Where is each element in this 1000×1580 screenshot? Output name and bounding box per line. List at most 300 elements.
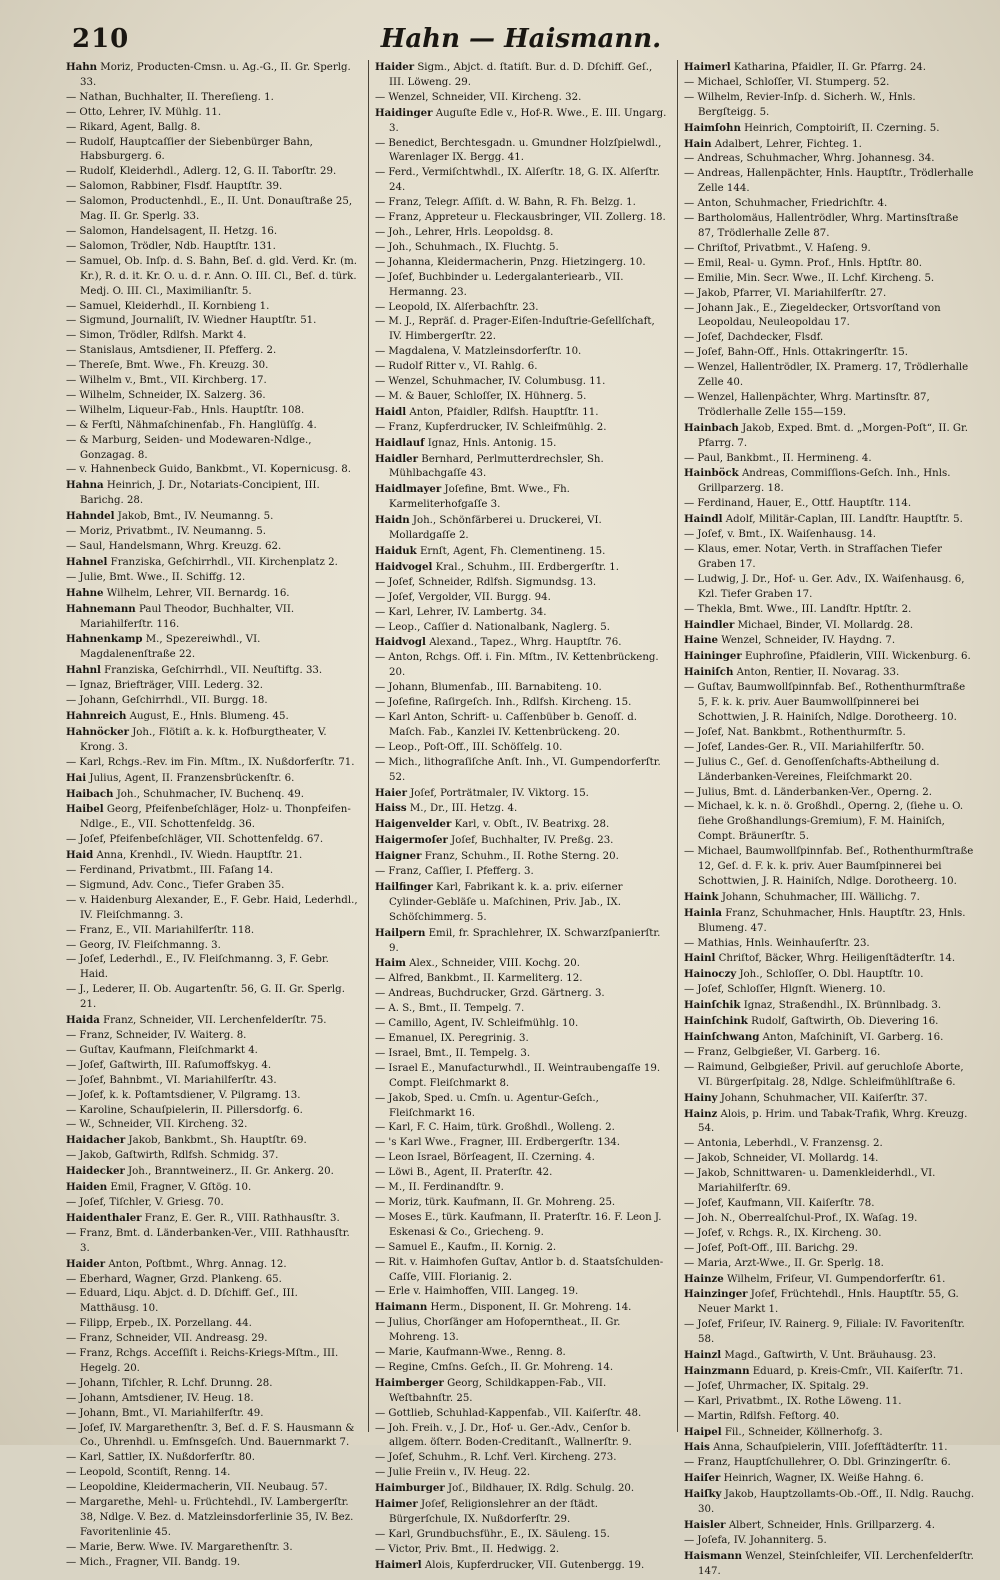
entry-text: Joſefine, Bmt. Wwe., Fh. Karmeliterhofgaſſe 3. (389, 484, 570, 511)
entry-surname: Haimberger (375, 1376, 444, 1389)
entry-text: — Johann, Amtsdiener, IV. Heug. 18. (66, 1392, 254, 1404)
entry-surname: Hainoczy (684, 968, 737, 981)
directory-entry (684, 998, 976, 1014)
entry-text: — Joſef, Nat. Bankbmt., Rothenthurmſtr. 5. (684, 726, 906, 738)
entry-text: — Joſef, Buchbinder u. Ledergalanteriearb., VII. Hermanng. 23. (375, 271, 624, 298)
directory-entry (375, 360, 667, 375)
entry-text: — Wilhelm, Revier-Inſp. d. Sicherh. W., Hnls. Bergſteigg. 5. (684, 91, 916, 118)
directory-entry (684, 573, 976, 603)
directory-entry (684, 1197, 976, 1212)
entry-text: — Franz, Caſſier, I. Pfefferg. 3. (375, 866, 534, 878)
entry-text: Albert, Schneider, Hnls. Grillparzerg. 4. (728, 1520, 935, 1531)
directory-entry (66, 694, 358, 709)
directory-entry (375, 972, 667, 987)
directory-entry (684, 756, 976, 786)
entry-text: Joſef, Religionslehrer an der ſtädt. Bürgerſchule, IX. Nußdorferſtr. 29. (389, 1499, 598, 1525)
entry-text: — Karl Anton, Schrift- u. Caſſenbüber b. Genoſſ. d. Maſch. Fab., Kanzlei IV. Kettenbrückeng. 20. (375, 711, 637, 738)
directory-entry (66, 632, 358, 663)
entry-text: — Julius, Chorſänger am Hofoperntheat., II. Gr. Mohreng. 13. (375, 1317, 621, 1344)
entry-text: — v. Haidenburg Alexander, E., F. Gebr. Haid, Lederhdl., IV. Fleiſchmanng. 3. (66, 894, 358, 921)
entry-text: Katharina, Pfaidler, II. Gr. Pfarrg. 24. (733, 62, 927, 73)
directory-entry (375, 137, 667, 167)
directory-entry (375, 817, 667, 833)
entry-text: — Franz, Hauptſchullehrer, O. Dbl. Grinzingerſtr. 6. (684, 1457, 951, 1469)
entry-text: — Franz, Gelbgießer, VI. Garberg. 16. (684, 1046, 881, 1058)
entry-text: — Julie Freiin v., IV. Heug. 22. (375, 1467, 531, 1479)
entry-text: Joh., Flötiſt a. k. k. Hofburgtheater, V. Krong. 3. (80, 726, 327, 753)
directory-entry (66, 787, 358, 803)
entry-text: — Johann, Blumenfab., III. Barnabiteng. 10. (375, 682, 602, 694)
entry-text: — Guſtav, Baumwollſpinnfab. Beſ., Rothenthurmſtraße 5, F. k. k. priv. Auer Baumwollſpinnerei bei Schottwien, J. R. Hainiſch, Ndlge. Dorotheerg. 10. (684, 682, 966, 723)
entry-text: — Ludwig, J. Dr., Hof- u. Ger. Adv., IX. Waiſenhausg. 6, Kzl. Tiefer Graben 17. (684, 573, 965, 600)
entry-surname: Hahnel (66, 555, 108, 568)
directory-entry (684, 1014, 976, 1030)
entry-text: — Wenzel, Schuhmacher, IV. Columbusg. 11. (375, 376, 606, 388)
directory-entry (375, 482, 667, 513)
directory-entry (66, 509, 358, 525)
directory-entry (375, 513, 667, 544)
directory-entry (684, 452, 976, 467)
entry-text: Kral., Schuhm., III. Erdbergerſtr. 1. (435, 561, 619, 573)
entry-text: — Salomon, Productenhdl., E., II. Unt. Donauſtraße 25, Mag. II. Gr. Sperlg. 33. (66, 196, 353, 223)
entry-surname: Haindler (684, 618, 735, 631)
entry-text: — Joſef, Bahn-Off., Hnls. Ottakringerſtr. 15. (684, 347, 908, 359)
entry-text: — Johann, Geſchirrhdl., VII. Burgg. 18. (66, 695, 268, 707)
directory-entry (375, 315, 667, 345)
directory-entry (66, 924, 358, 939)
directory-entry (684, 1395, 976, 1410)
directory-entry (66, 255, 358, 300)
entry-text: — Karl, Rchgs.-Rev. im Fin. Mſtm., IX. Nußdorferſtr. 71. (66, 756, 355, 768)
entry-text: M., Spezereiwhdl., VI. Magdalenenſtraße 22. (80, 634, 261, 661)
entry-text: — Chriſtof, Privatbmt., V. Haſeng. 9. (684, 242, 871, 254)
directory-entry (66, 1044, 358, 1059)
entry-text: Andreas, Commiſſions-Geſch. Inh., Hnls. Grillparzerg. 18. (698, 468, 951, 495)
entry-text: — Karl, F. C. Haim, türk. Großhdl., Wolleng. 2. (375, 1122, 615, 1134)
directory-entry (375, 1285, 667, 1300)
entry-surname: Haigner (375, 850, 422, 863)
directory-entry (66, 91, 358, 106)
entry-text: — Leopoldine, Kleidermacherin, VII. Neubaug. 57. (66, 1482, 328, 1494)
directory-entry (684, 272, 976, 287)
directory-entry (66, 1257, 358, 1273)
entry-text: — Joſef, v. Rchgs. R., IX. Kircheng. 30. (684, 1227, 882, 1239)
directory-entry (66, 1118, 358, 1133)
directory-entry (66, 1104, 358, 1119)
directory-entry (66, 1332, 358, 1347)
entry-text: — Joſefine, Raſirgeſch. Inh., Rdlfsh. Kircheng. 15. (375, 697, 632, 709)
entry-text: — W., Schneider, VII. Kircheng. 32. (66, 1119, 248, 1131)
entry-surname: Hainz (684, 1107, 718, 1120)
entry-text: — Joſef, Schuhm., R. Lchf. Verl. Kircheng. 273. (375, 1452, 617, 1464)
entry-text: Jakob, Bmt., IV. Neumanng. 5. (117, 511, 274, 523)
entry-text: — Franz, Schneider, VII. Andreasg. 29. (66, 1333, 268, 1345)
entry-text: — Joh., Lehrer, Hrls. Leopoldsg. 8. (375, 226, 554, 238)
entry-surname: Hainl (684, 952, 716, 965)
entry-text: Franz, Schuhmacher, Hnls. Hauptſtr. 23, Hnls. Blumeng. 47. (698, 907, 966, 934)
entry-surname: Hainzl (684, 1349, 722, 1362)
entry-text: Fil., Schneider, Köllnerhofg. 3. (724, 1426, 883, 1438)
directory-entry (684, 287, 976, 302)
directory-entry (684, 786, 976, 801)
directory-entry (66, 1481, 358, 1496)
directory-entry (66, 106, 358, 121)
directory-entry (375, 241, 667, 256)
directory-entry (375, 1346, 667, 1361)
entry-text: — Israel E., Manufacturwhdl., II. Weintraubengaſſe 19. Compt. Fleiſchmarkt 8. (375, 1062, 661, 1089)
entry-surname: Haisler (684, 1519, 726, 1531)
entry-surname: Haider (375, 61, 415, 73)
directory-entry (66, 1149, 358, 1164)
directory-entry (66, 756, 358, 771)
directory-entry (684, 466, 976, 497)
entry-surname: Hahnenkamp (66, 633, 143, 646)
directory-entry (684, 845, 976, 890)
entry-text: Alex., Schneider, VIII. Kochg. 20. (409, 958, 580, 970)
directory-entry (684, 1046, 976, 1061)
directory-entry (66, 1273, 358, 1288)
directory-entry (684, 1242, 976, 1257)
directory-entry (375, 635, 667, 651)
entry-surname: Haimann (375, 1301, 428, 1314)
directory-entry (66, 463, 358, 478)
entry-surname: Hainſchwang (684, 1031, 760, 1043)
entry-surname: Haibach (66, 787, 114, 800)
directory-entry (684, 528, 976, 543)
entry-text: Joh., Schuhmacher, IV. Buchenq. 49. (116, 788, 304, 800)
entry-surname: Hainiſch (684, 666, 734, 679)
directory-entry (684, 726, 976, 741)
directory-entry (684, 1167, 976, 1197)
entry-text: — Joſef, Bahnbmt., VI. Mariahilferſtr. 43. (66, 1074, 277, 1086)
directory-entry (684, 1272, 976, 1288)
directory-entry (375, 1376, 667, 1407)
directory-entry (684, 512, 976, 528)
entry-text: Ernſt, Agent, Fh. Clementineng. 15. (419, 546, 606, 557)
directory-entry (66, 329, 358, 344)
entry-text: — Jakob, Pfarrer, VI. Mariahilferſtr. 27. (684, 287, 887, 299)
directory-entry (375, 1407, 667, 1422)
directory-entry (684, 1030, 976, 1046)
entry-text: — Leopold, Scontiſt, Renng. 14. (66, 1467, 231, 1479)
entry-text: Michael, Binder, VI. Mollardg. 28. (737, 619, 914, 631)
entry-text: — Martin, Rdlfsh. Feſtorg. 40. (684, 1410, 840, 1422)
directory-entry (66, 374, 358, 389)
directory-entry (66, 525, 358, 540)
directory-entry (66, 389, 358, 404)
directory-entry (375, 106, 667, 137)
entry-text: August, E., Hnls. Blumeng. 45. (129, 710, 289, 722)
entry-text: — Nathan, Buchhalter, II. Thereſieng. 1. (66, 91, 274, 103)
directory-entry (375, 849, 667, 865)
entry-text: Jakob, Exped. Bmt. d. „Morgen-Poſt“, II. Gr. Pfarrg. 7. (698, 422, 969, 449)
directory-entry (375, 560, 667, 576)
entry-text: — A. S., Bmt., II. Tempelg. 7. (375, 1003, 525, 1015)
entry-surname: Haida (66, 1014, 100, 1027)
entry-text: — Salomon, Rabbiner, Flsdf. Hauptſtr. 39. (66, 181, 283, 193)
entry-text: — Thereſe, Bmt. Wwe., Fh. Kreuzg. 30. (66, 360, 269, 372)
entry-text: — Jakob, Sped. u. Cmſn. u. Agentur-Geſch., Fleiſchmarkt 16. (375, 1092, 599, 1119)
entry-text: Franziska, Geſchirrhdl., VII. Neuſtiftg. 33. (104, 665, 323, 677)
directory-entry (684, 76, 976, 91)
directory-entry (375, 591, 667, 606)
column-1 (66, 60, 358, 1568)
entry-text: — Magdalena, V. Matzleinsdorferſtr. 10. (375, 346, 582, 358)
entry-surname: Hahnreich (66, 709, 127, 722)
entry-surname: Haindl (684, 513, 723, 526)
entry-surname: Haiſky (684, 1488, 722, 1501)
directory-entry (684, 1364, 976, 1380)
entry-text: — Otto, Lehrer, IV. Mühlg. 11. (66, 106, 222, 118)
entry-text: — Andreas, Schuhmacher, Whrg. Johannesg. 34. (684, 153, 935, 165)
directory-entry (684, 1518, 976, 1534)
entry-text: Jakob, Bankbmt., Sh. Hauptſtr. 69. (128, 1135, 307, 1147)
directory-entry (66, 300, 358, 315)
entry-text: — Franz, Schneider, IV. Waiterg. 8. (66, 1030, 247, 1041)
entry-text: Adalbert, Lehrer, Fichteg. 1. (714, 138, 862, 150)
entry-text: — Joſef, Vergolder, VII. Burgg. 94. (375, 591, 551, 603)
entry-text: Emil, fr. Sprachlehrer, IX. Schwarzſpanierſtr. 9. (389, 927, 661, 954)
entry-text: — Andreas, Buchdrucker, Grzd. Gärtnerg. 3. (375, 988, 605, 1000)
entry-text: Ignaz, Hnls. Antonig. 15. (427, 437, 557, 449)
entry-text: — Jakob, Schnittwaren- u. Damenkleiderhdl., VI. Mariahilferſtr. 69. (684, 1168, 936, 1195)
entry-text: Anna, Krenhdl., IV. Wiedn. Hauptſtr. 21. (96, 850, 303, 862)
entry-surname: Haidvogl (375, 636, 426, 649)
directory-entry (684, 1257, 976, 1272)
entry-text: — v. Hahnenbeck Guido, Bankbmt., VI. Kopernicusg. 8. (66, 464, 351, 476)
directory-entry (375, 956, 667, 972)
entry-text: — Alfred, Bankbmt., II. Karmeliterg. 12. (375, 973, 583, 985)
entry-surname: Haismann (684, 1549, 743, 1562)
directory-entry (684, 1534, 976, 1549)
entry-text: Euphroſine, Pfaidlerin, VIII. Wickenburg. 6. (745, 651, 971, 663)
directory-entry (66, 848, 358, 864)
entry-text: Anton, Maſchiniſt, VI. Garberg. 16. (762, 1032, 944, 1043)
entry-text: Karl, Fabrikant k. k. a. priv. eiſerner Cylinder-Gebläſe u. Maſchinen, Priv. Jab., IX. Schöſchimmerg. 5. (389, 881, 623, 923)
entry-text: — Johann Jak., E., Ziegeldecker, Ortsvorſtand von Leopoldau, Neuleopoldau 17. (684, 302, 941, 329)
directory-entry (375, 421, 667, 436)
entry-surname: Haim (375, 957, 406, 970)
entry-text: — Leopold, IX. Alſerbachſtr. 23. (375, 301, 539, 313)
entry-surname: Hahndel (66, 510, 115, 523)
entry-text: — Karl, Sattler, IX. Nußdorferſtr. 80. (66, 1452, 255, 1464)
directory-entry (684, 421, 976, 452)
directory-entry (684, 633, 976, 649)
directory-entry (375, 1481, 667, 1497)
running-title: Hahn — Haismann. (380, 24, 662, 54)
directory-entry (375, 756, 667, 786)
entry-surname: Haidler (375, 452, 418, 465)
directory-entry (684, 197, 976, 212)
entry-text: — Raimund, Gelbgießer, Privil. auf geruchloſe Aborte, VI. Bürgerſpitalg. 28, Ndlge. Schleifmühlſtraße 6. (684, 1061, 964, 1088)
directory-entry (66, 225, 358, 240)
entry-text: — Joſef, Gaſtwirth, III. Raſumoffskyg. 4. (66, 1059, 272, 1071)
entry-text: — Ferdinand, Privatbmt., III. Faſang 14. (66, 865, 274, 877)
entry-text: Joſef, Früchtehdl., Hnls. Hauptſtr. 55, G. Neuer Markt 1. (698, 1289, 959, 1316)
entry-surname: Haiss (375, 802, 407, 815)
entry-text: Ignaz, Straßendhl., IX. Brünnlbadg. 3. (743, 1000, 942, 1012)
entry-text: — Löwi B., Agent, II. Praterſtr. 42. (375, 1167, 553, 1179)
directory-entry (684, 152, 976, 167)
directory-entry (375, 576, 667, 591)
entry-text: — M. & Bauer, Schloſſer, IX. Hühnerg. 5. (375, 390, 587, 402)
entry-text: Alois, Kupferdrucker, VII. Gutenbergg. 19. (424, 1559, 645, 1571)
directory-entry (66, 679, 358, 694)
entry-text: — Stanislaus, Amtsdiener, II. Pfefferg. 2. (66, 345, 277, 357)
directory-entry (684, 1410, 976, 1425)
entry-text: Anton, Poſtbmt., Whrg. Annag. 12. (108, 1258, 287, 1270)
directory-entry (66, 983, 358, 1013)
directory-entry (66, 1466, 358, 1481)
entry-text: — Johanna, Kleidermacherin, Pnzg. Hietzingerg. 10. (375, 256, 646, 268)
directory-entry (375, 452, 667, 483)
directory-entry (66, 586, 358, 602)
entry-surname: Haink (684, 890, 719, 903)
directory-entry (684, 1425, 976, 1441)
directory-entry (684, 618, 976, 634)
directory-entry (66, 1227, 358, 1257)
entry-text: — Leop., Caſſier d. Nationalbank, Naglerg. 5. (375, 621, 610, 633)
entry-surname: Hahnemann (66, 602, 136, 615)
entry-surname: Haidlauf (375, 436, 425, 449)
entry-surname: Haidl (375, 405, 407, 418)
directory-entry (375, 1017, 667, 1032)
entry-text: — Karoline, Schauſpielerin, II. Pillersdorfg. 6. (66, 1104, 303, 1116)
directory-entry (684, 1549, 976, 1580)
entry-text: — Guſtav, Kaufmann, Fleiſchmarkt 4. (66, 1044, 258, 1056)
directory-entry (684, 1091, 976, 1107)
directory-entry (66, 195, 358, 225)
entry-text: — Rikard, Agent, Ballg. 8. (66, 121, 201, 133)
entry-text: — Sigmund, Adv. Conc., Tiefer Graben 35. (66, 879, 285, 891)
entry-text: — M. J., Repräſ. d. Prager-Eiſen-Induſtrie-Geſellſchaft, IV. Himbergerſtr. 22. (375, 316, 655, 343)
entry-text: — Leop., Poſt-Off., III. Schöſſelg. 10. (375, 741, 563, 753)
directory-entry (684, 951, 976, 967)
page-header (66, 20, 976, 60)
directory-entry (66, 1541, 358, 1556)
directory-entry (684, 497, 976, 512)
entry-text: Heinrich, Comptoiriſt, II. Czerning. 5. (744, 122, 940, 134)
directory-entry (375, 1002, 667, 1017)
entry-text: — Ignaz, Briefträger, VIII. Lederg. 32. (66, 680, 263, 692)
entry-text: — Joſef, v. Bmt., IX. Waiſenhausg. 14. (684, 529, 876, 541)
directory-entry (66, 1074, 358, 1089)
entry-text: Wilhelm, Lehrer, VII. Bernardg. 16. (106, 587, 290, 599)
directory-entry (66, 1180, 358, 1196)
entry-text: — Camillo, Agent, IV. Schleifmühlg. 10. (375, 1018, 579, 1030)
directory-entry (66, 1211, 358, 1227)
directory-entry (375, 1497, 667, 1528)
directory-entry (66, 1089, 358, 1104)
entry-text: — Georg, IV. Fleiſchmanng. 3. (66, 939, 221, 951)
directory-entry (684, 543, 976, 573)
directory-entry (375, 1121, 667, 1136)
entry-text: — M., II. Ferdinandſtr. 9. (375, 1182, 504, 1194)
entry-surname: Haier (375, 786, 407, 799)
entry-surname: Haiſer (684, 1472, 721, 1485)
entry-text: — Eberhard, Wagner, Grzd. Plankeng. 65. (66, 1273, 282, 1285)
entry-text: — Marie, Berw. Wwe. IV. Margarethenſtr. 3. (66, 1541, 293, 1553)
entry-text: — Leon Israel, Börſeagent, II. Czerning. 4. (375, 1152, 595, 1164)
directory-entry (684, 60, 976, 76)
entry-surname: Hais (684, 1441, 710, 1454)
directory-entry (375, 1256, 667, 1286)
entry-text: Karl, v. Obſt., IV. Beatrixg. 28. (454, 819, 610, 831)
entry-text: — Joſef, Schneider, Rdlfsh. Sigmundsg. 13. (375, 576, 597, 588)
entry-surname: Haidenthaler (66, 1211, 142, 1224)
directory-entry (684, 1227, 976, 1242)
entry-surname: Haimſohn (684, 121, 741, 134)
entry-text: — Emilie, Min. Secr. Wwe., II. Lchf. Kircheng. 5. (684, 272, 935, 284)
directory-entry (684, 1318, 976, 1348)
directory-entry (375, 1241, 667, 1256)
directory-entry (375, 301, 667, 316)
directory-entry (66, 1347, 358, 1377)
entry-surname: Haidinger (375, 106, 433, 119)
entry-text: — Regine, Cmſns. Geſch., II. Gr. Mohreng. 14. (375, 1361, 614, 1373)
directory-entry (375, 606, 667, 621)
directory-entry (375, 801, 667, 817)
entry-text: — Andreas, Hallenpächter, Hnls. Hauptſtr., Trödlerhalle Zelle 144. (684, 168, 974, 195)
directory-entry (375, 436, 667, 452)
entry-text: Emil, Fragner, V. Gſtög. 10. (110, 1182, 252, 1194)
entry-text: — Franz, Bmt. d. Länderbanken-Ver., VIII. Rathhausſtr. 3. (66, 1227, 350, 1254)
entry-surname: Hainſchik (684, 999, 741, 1012)
directory-entry (66, 1556, 358, 1571)
directory-entry (375, 345, 667, 360)
entry-text: — Sigmund, Journaliſt, IV. Wiedner Hauptſtr. 51. (66, 315, 317, 327)
directory-entry (684, 1440, 976, 1456)
directory-entry (375, 1092, 667, 1122)
directory-entry (66, 1059, 358, 1074)
entry-surname: Haidvogel (375, 560, 433, 573)
entry-text: — Rudolf Ritter v., VI. Rahlg. 6. (375, 361, 538, 373)
entry-text: Wenzel, Schneider, IV. Haydng. 7. (721, 635, 896, 647)
directory-entry (66, 1377, 358, 1392)
entry-surname: Haimerl (684, 61, 731, 73)
entry-text: Georg, Schildkappen-Fab., VII. Weſtbahnſtr. 25. (389, 1377, 607, 1404)
entry-text: Alexand., Tapez., Whrg. Hauptſtr. 76. (429, 637, 622, 649)
directory-entry (684, 906, 976, 937)
directory-entry (66, 571, 358, 586)
directory-entry (684, 121, 976, 137)
entry-text: — Michael, Baumwollſpinnfab. Beſ., Rothenthurmſtraße 12, Geſ. d. F. k. k. priv. Auer Baumſpinnerei bei Schottwien, J. R. Hainiſch, Ndlge. Dorotheerg. 10. (684, 846, 974, 887)
directory-entry (66, 540, 358, 555)
entry-text: — Michael, Schloſſer, VI. Stumperg. 52. (684, 76, 890, 88)
directory-entry (66, 1164, 358, 1180)
directory-entry (66, 1029, 358, 1044)
entry-surname: Haiduk (375, 545, 417, 557)
entry-surname: Haimburger (375, 1482, 445, 1495)
entry-surname: Haimer (375, 1498, 418, 1511)
directory-entry (66, 1196, 358, 1211)
entry-text: Joſef, Buchhalter, IV. Preßg. 23. (451, 835, 614, 847)
entry-text: — Klaus, emer. Notar, Verth. in Strafſachen Tiefer Graben 17. (684, 544, 943, 570)
entry-text: — Wenzel, Schneider, VII. Kircheng. 32. (375, 91, 582, 103)
entry-text: — Israel, Bmt., II. Tempelg. 3. (375, 1047, 531, 1059)
entry-text: — 's Karl Wwe., Fragner, III. Erdbergerſtr. 134. (375, 1137, 621, 1149)
directory-entry (684, 741, 976, 756)
directory-entry (684, 346, 976, 361)
entry-text: — Joſefa, IV. Johanniterg. 5. (684, 1534, 827, 1546)
entry-text: Franz, Schuhm., II. Rothe Sterng. 20. (424, 851, 619, 863)
directory-entry (684, 967, 976, 983)
directory-entry (375, 1543, 667, 1558)
entry-surname: Hahnl (66, 664, 101, 677)
directory-entry (684, 1287, 976, 1318)
entry-surname: Hahn (66, 61, 98, 73)
entry-text: — Mich., Fragner, VII. Bandg. 19. (66, 1556, 241, 1568)
